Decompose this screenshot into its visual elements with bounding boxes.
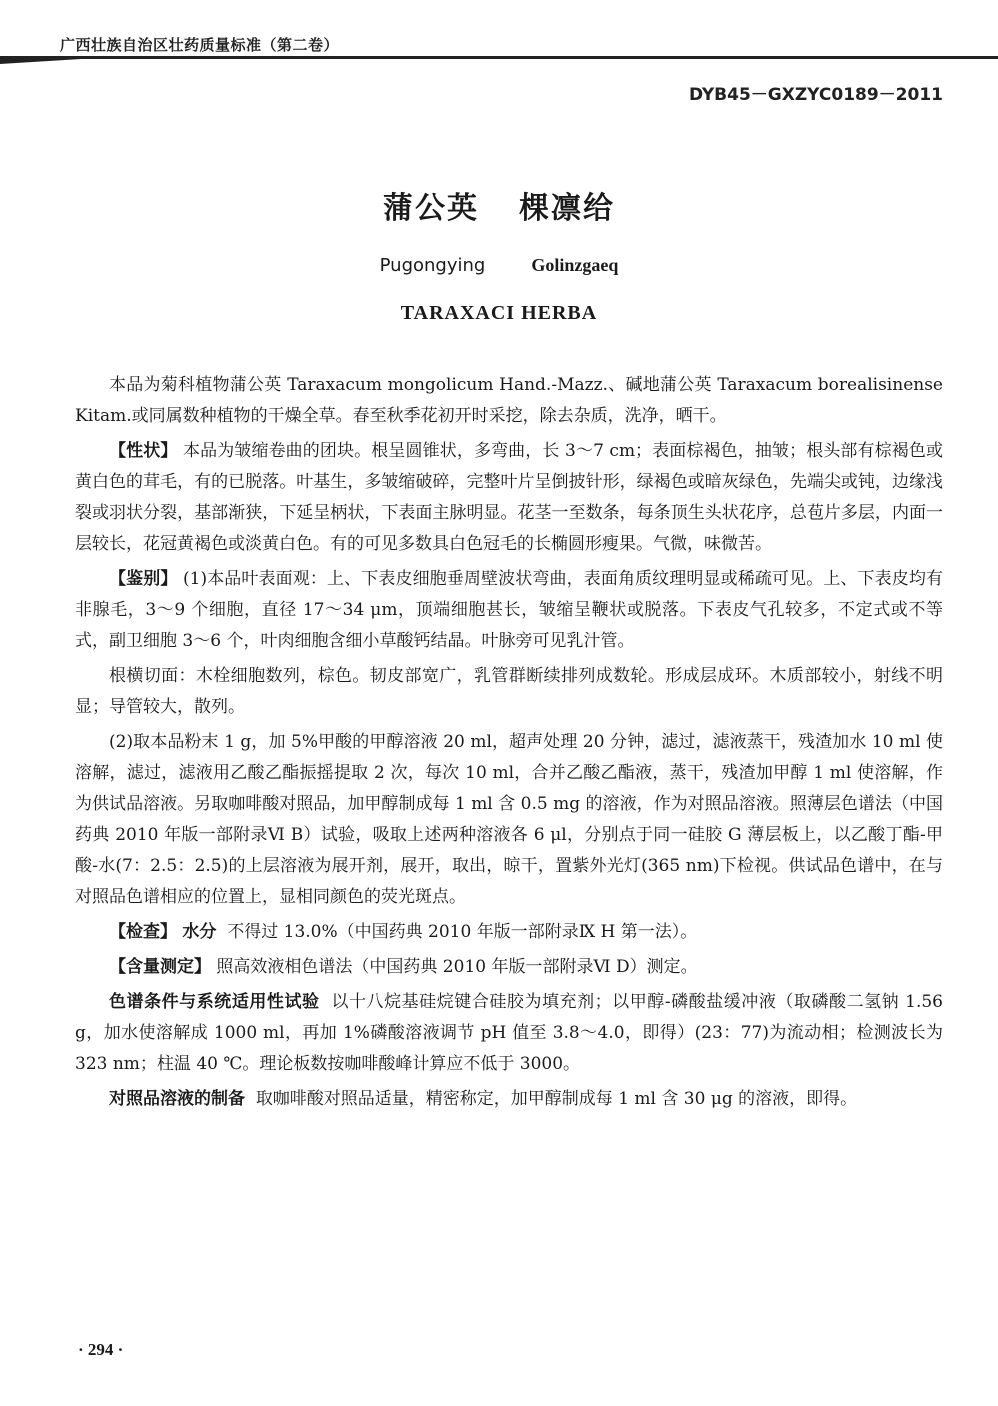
inspection-heading: 【检查】: [109, 922, 177, 942]
inspection-paragraph: [75, 917, 943, 948]
pinyin-name: Pugongying: [379, 255, 486, 276]
header-rule-wedge: [0, 56, 130, 64]
romanized-names: [0, 255, 998, 276]
properties-text: 本品为皱缩卷曲的团块。根呈圆锥状，多弯曲，长 3～7 cm；表面棕褐色，抽皱；根头部有棕褐色或黄白色的茸毛，有的已脱落。叶基生，多皱缩破碎，完整叶片呈倒披针形，绿褐色或暗灰绿色，先端尖或钝，边缘浅裂或羽状分裂，基部渐狭，下延呈柄状，下表面主脉明显。花茎一至数条，每条顶生头状花序，总苞片多层，内面一层较长，花冠黄褐色或淡黄白色。有的可见多数具白色冠毛的长椭圆形瘦果。气微，味微苦。: [75, 441, 944, 554]
book-title: 广西壮族自治区壮药质量标准（第二卷）: [60, 36, 340, 54]
latin-name: TARAXACI HERBA: [400, 302, 598, 324]
running-header: [0, 0, 998, 60]
chinese-name: 蒲公英: [383, 191, 479, 226]
header-rule: [0, 56, 998, 59]
identification-text-1: (1)本品叶表面观：上、下表皮细胞垂周壁波状弯曲，表面角质纹理明显或稀疏可见。上、下表皮均有非腺毛，3～9 个细胞，直径 17～34 μm，顶端细胞甚长，皱缩呈鞭状或脱落。下表皮气孔较多，不定式或不等式，副卫细胞 3～6 个，叶肉细胞含细小草酸钙结晶。叶脉旁可见乳汁管。: [75, 569, 944, 651]
identification-paragraph: [75, 564, 943, 657]
intro-paragraph: 本品为菊科植物蒲公英 Taraxacum mongolicum Hand.-Mazz.、碱地蒲公英 Taraxacum borealisinense Kitam.或同属数种植物的干燥全草。春至秋季花初开时采挖，除去杂质，洗净，晒干。: [75, 375, 943, 426]
properties-heading: 【性状】: [109, 441, 178, 461]
inspection-subheading: 水分: [182, 922, 217, 942]
chromatography-text: 以十八烷基硅烷键合硅胶为填充剂；以甲醇-磷酸盐缓冲液（取磷酸二氢钠 1.56 g，加水使溶解成 1000 ml，再加 1%磷酸溶液调节 pH 值至 3.8～4.0，即得）(23：77)为流动相；检测波长为 323 nm；柱温 40 ℃。理论板数按咖啡酸峰计算应不低于 3000。: [75, 992, 944, 1074]
tlc-paragraph: (2)取本品粉末 1 g，加 5%甲酸的甲醇溶液 20 ml，超声处理 20 分钟，滤过，滤液蒸干，残渣加水 10 ml 使溶解，滤过，滤液用乙酸乙酯振摇提取 2 次，每次 10 ml，合并乙酸乙酯液，蒸干，残渣加甲醇 1 ml 使溶解，作为供试品溶液。另取咖啡酸对照品，加甲醇制成每 1 ml 含 0.5 mg 的溶液，作为对照品溶液。照薄层色谱法（中国药典 2010 年版一部附录Ⅵ B）试验，吸取上述两种溶液各 6 μl，分别点于同一硅胶 G 薄层板上，以乙酸丁酯-甲酸-水(7：2.5：2.5)的上层溶液为展开剂，展开，取出，晾干，置紫外光灯(365 nm)下检视。供试品色谱中，在与对照品色谱相应的位置上，显相同颜色的荧光斑点。: [75, 732, 943, 907]
reference-solution-text: 取咖啡酸对照品适量，精密称定，加甲醇制成每 1 ml 含 30 μg 的溶液，即得。: [255, 1089, 858, 1109]
page-number: · 294 ·: [78, 1340, 124, 1359]
zhuang-roman-name: Golinzgaeq: [531, 255, 619, 275]
identification-heading: 【鉴别】: [109, 569, 178, 589]
assay-heading: 【含量测定】: [109, 957, 211, 977]
chromatography-paragraph: [75, 987, 943, 1080]
standard-code: DYB45－GXZYC0189－2011: [689, 85, 943, 105]
zhuang-name: 棵凛给: [519, 191, 615, 226]
monograph-body: [75, 370, 943, 1119]
root-section-paragraph: 根横切面：木栓细胞数列，棕色。韧皮部宽广，乳管群断续排列成数轮。形成层成环。木质部较小，射线不明显；导管较大，散列。: [75, 666, 943, 717]
reference-solution-heading: 对照品溶液的制备: [109, 1089, 245, 1109]
assay-text: 照高效液相色谱法（中国药典 2010 年版一部附录Ⅵ D）测定。: [216, 957, 698, 977]
inspection-text: 不得过 13.0%（中国药典 2010 年版一部附录Ⅸ H 第一法）。: [227, 922, 698, 942]
monograph-title: [0, 183, 998, 227]
reference-solution-paragraph: [75, 1084, 943, 1115]
chromatography-heading: 色谱条件与系统适用性试验: [109, 992, 320, 1012]
assay-paragraph: [75, 952, 943, 983]
properties-paragraph: [75, 436, 943, 560]
